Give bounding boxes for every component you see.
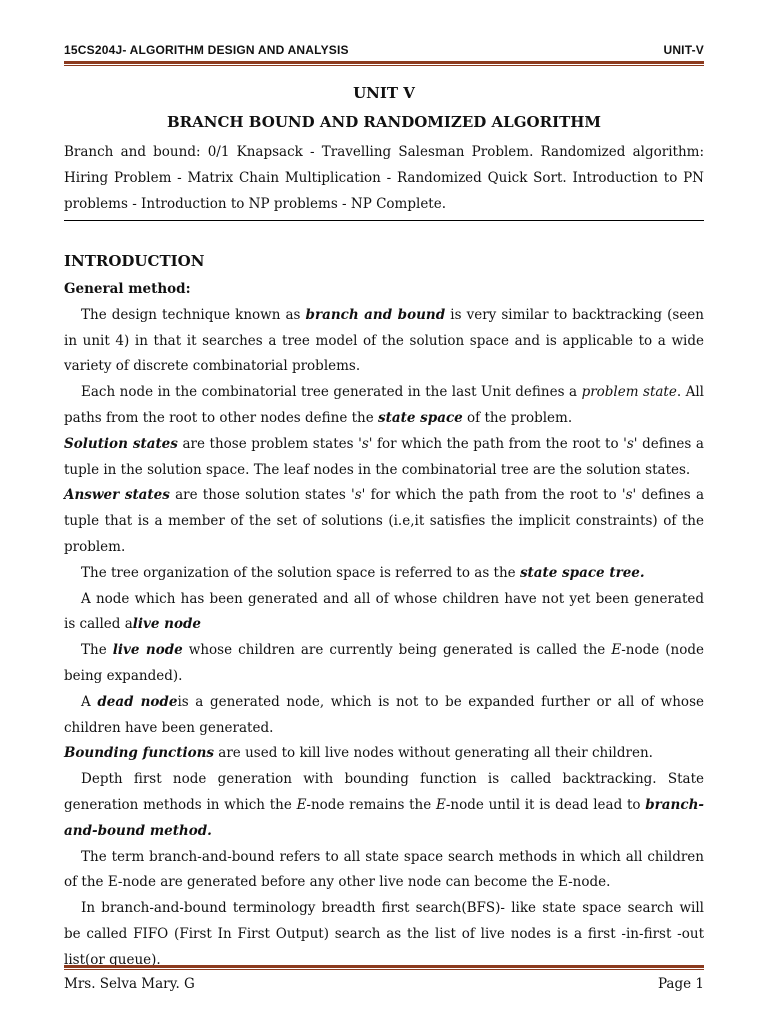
footer-rule [64, 965, 704, 970]
paragraph-3 [64, 432, 704, 484]
page-number: Page 1 [657, 976, 704, 992]
text-span: whose children are currently being generated is called the [182, 642, 612, 659]
symbol-s: 's' [623, 435, 638, 452]
body-text [64, 277, 704, 974]
term-solution-states: Solution states [64, 435, 178, 452]
syllabus-paragraph: Branch and bound: 0/1 Knapsack - Travelling Salesman Problem. Randomized algorithm: Hiring Problem - Matrix Chain Multiplication - Randomized Quick Sort. Introduction to PN problems - Introduction to NP problems - NP Complete. [64, 144, 704, 212]
text-span: -node until it is dead lead to [445, 796, 646, 813]
symbol-e: E [611, 642, 622, 659]
text-span: is a generated node, which is not to be expanded further or all of whose children have been generated. [64, 693, 704, 736]
author-name: Mrs. Selva Mary. G [64, 976, 195, 992]
text-span: for which the path from the root to [365, 487, 622, 504]
symbol-s: 's' [621, 487, 637, 504]
running-header [64, 43, 704, 57]
text-span: Depth first node generation with bounding function is called backtracking. State generation methods in which the [64, 771, 704, 813]
text-span: of the problem. [462, 409, 573, 426]
term-branch-and-bound: branch and bound [305, 306, 446, 323]
symbol-e: E [296, 796, 307, 813]
paragraph-7 [64, 638, 704, 690]
unit-label: UNIT-V [663, 43, 704, 57]
unit-heading: UNIT V [353, 84, 415, 102]
text-span: . All paths from the root to other nodes define the [64, 384, 705, 426]
term-dead-node: dead node [97, 693, 178, 710]
paragraph-6 [64, 587, 704, 639]
paragraph-1 [64, 303, 704, 380]
paragraph-5 [64, 561, 704, 587]
header-rule [64, 61, 704, 66]
symbol-e: E [435, 796, 446, 813]
text-span: are those solution states [169, 487, 352, 504]
introduction-heading: INTRODUCTION [64, 252, 205, 270]
chapter-title: BRANCH BOUND AND RANDOMIZED ALGORITHM [166, 113, 602, 131]
paragraph-12: In branch-and-bound terminology breadth first search(BFS)- like state space search will be called FIFO (First In First Output) search as the list of live nodes is a first -in-first -out list(or queue). [64, 900, 704, 968]
running-footer [64, 976, 704, 992]
term-state-space-tree: state space tree. [519, 564, 645, 581]
term-problem-state: problem state [581, 384, 677, 401]
paragraph-9 [64, 741, 704, 767]
text-span: A [81, 693, 98, 710]
text-span: The tree organization of the solution space is referred to as the [81, 564, 520, 581]
paragraph-4 [64, 483, 704, 560]
text-span: for which the path from the root to [372, 435, 624, 452]
paragraph-8 [64, 690, 704, 742]
term-branch-and-bound-method: branch-and-bound method. [64, 796, 704, 839]
text-span: defines a tuple in the solution space. The leaf nodes in the combinatorial tree are the solution states. [64, 435, 704, 478]
section-divider [64, 220, 704, 221]
paragraph-2 [64, 380, 704, 432]
text-span: are used to kill live nodes without generating all their children. [214, 745, 653, 762]
text-span: A node which has been generated and all of whose children have not yet been generated is called a [64, 590, 704, 633]
term-state-space: state space [378, 409, 463, 426]
text-span: The design technique known as [81, 306, 306, 323]
term-live-node: live node [132, 616, 202, 633]
text-span: -node (node being expanded). [64, 642, 704, 684]
text-span: are those problem states [177, 435, 359, 452]
term-bounding-functions: Bounding functions [64, 745, 215, 762]
symbol-s: 's' [358, 435, 373, 452]
course-title: 15CS204J- ALGORITHM DESIGN AND ANALYSIS [64, 43, 349, 57]
paragraph-10 [64, 767, 704, 844]
term-live-node: live node [112, 642, 183, 659]
text-span: -node remains the [306, 796, 436, 813]
text-span: is very similar to backtracking (seen in unit 4) in that it searches a tree model of the solution space and is applicable to a wide variety of discrete combinatorial problems. [64, 306, 704, 375]
text-span: The [81, 642, 113, 659]
text-span: Each node in the combinatorial tree generated in the last Unit defines a [81, 384, 582, 401]
text-span: defines a tuple that is a member of the set of solutions (i.e,it satisfies the implicit constraints) of the problem. [64, 487, 704, 555]
symbol-s: 's' [351, 487, 366, 504]
term-answer-states: Answer states [64, 487, 170, 504]
paragraph-11: The term branch-and-bound refers to all state space search methods in which all children of the E-node are generated before any other live node can become the E-node. [64, 848, 704, 891]
general-method-subheading: General method: [64, 281, 191, 297]
